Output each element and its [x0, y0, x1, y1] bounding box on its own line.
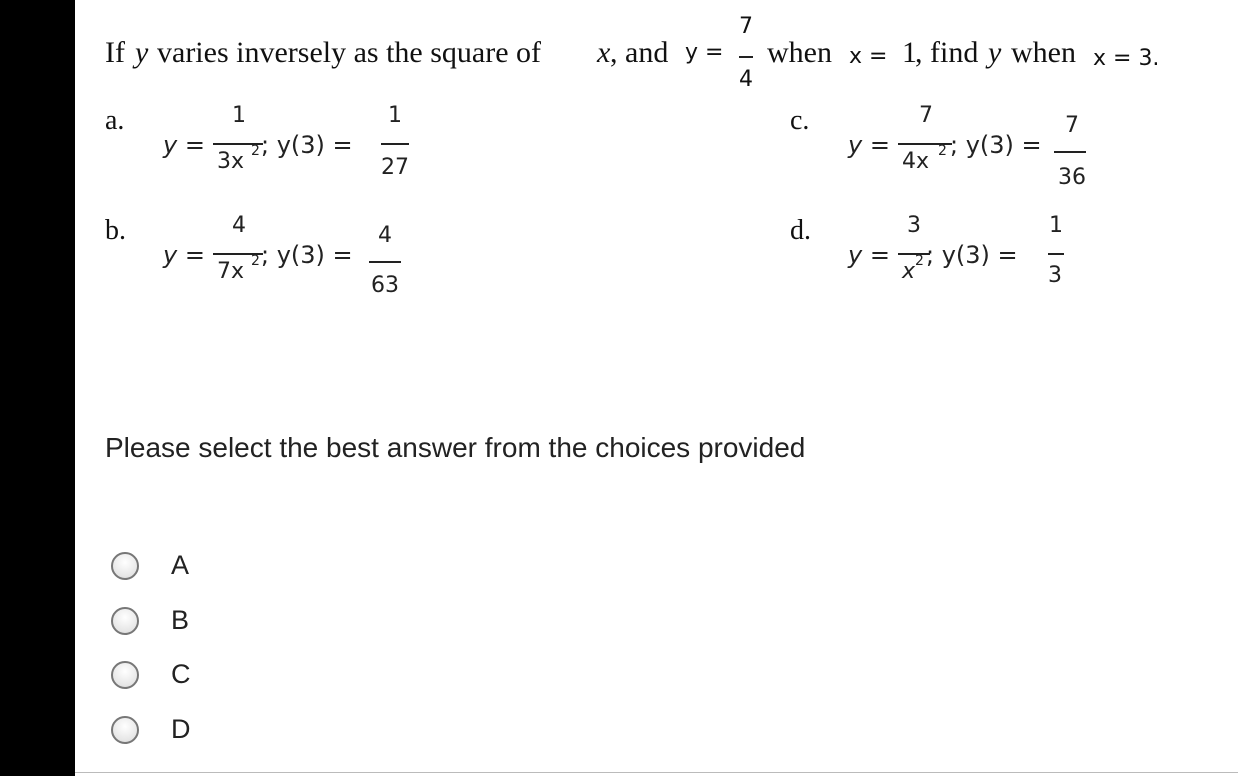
option-mid: ; y(3) = [261, 131, 353, 159]
question-text [105, 12, 1225, 92]
option-exp: 2 [915, 253, 924, 269]
bottom-divider [75, 772, 1238, 773]
option-ans-den: 3 [1048, 263, 1062, 288]
choice-d[interactable] [111, 712, 231, 752]
option-den: 4x [902, 149, 930, 174]
choice-c[interactable] [111, 657, 231, 697]
option-d [790, 215, 1238, 315]
cond-x3: x = 3. [1093, 46, 1160, 71]
given-frac-den: 4 [739, 67, 753, 92]
option-exp: 2 [251, 253, 260, 269]
option-ans-bar [1048, 253, 1064, 255]
radio-button[interactable] [111, 661, 139, 689]
option-letter: a. [105, 105, 125, 136]
option-ans-num: 4 [378, 223, 392, 248]
given-frac-bar [739, 56, 753, 58]
choice-label[interactable]: A [171, 550, 190, 580]
question-part5: , find [915, 36, 979, 69]
option-mid: ; y(3) = [261, 241, 353, 269]
question-var-y: y [135, 36, 149, 69]
given-eq-lhs: y = [685, 40, 724, 65]
instruction-text: Please select the best answer from the choices provided [105, 432, 806, 463]
option-lhs: y = [848, 241, 890, 269]
option-b [105, 215, 585, 315]
option-k: 7 [919, 103, 933, 128]
option-letter: c. [790, 105, 810, 136]
option-ans-bar [369, 261, 401, 263]
choice-label[interactable]: D [171, 714, 191, 744]
option-exp: 2 [251, 143, 260, 159]
option-lhs: y = [163, 131, 205, 159]
question-page [75, 0, 1238, 776]
choice-b[interactable] [111, 603, 231, 643]
radio-button[interactable] [111, 716, 139, 744]
option-den: 7x [217, 259, 245, 284]
option-mid: ; y(3) = [950, 131, 1042, 159]
cond-x1-val: 1 [902, 36, 917, 69]
radio-button[interactable] [111, 607, 139, 635]
question-part4: when [767, 36, 832, 69]
option-k: 3 [907, 213, 921, 238]
option-ans-den: 27 [381, 155, 409, 180]
option-ans-den: 36 [1058, 165, 1086, 190]
option-ans-den: 63 [371, 273, 399, 298]
question-var-y2: y [988, 36, 1002, 69]
option-c [790, 105, 1238, 205]
option-ans-bar [1054, 151, 1086, 153]
question-var-x: x [597, 36, 611, 69]
cond-x1: x = [849, 44, 888, 69]
choice-a[interactable] [111, 548, 231, 588]
option-ans-num: 1 [1049, 213, 1063, 238]
option-den: 3x [217, 149, 245, 174]
choice-label[interactable]: C [171, 659, 191, 689]
option-den: x [902, 259, 916, 284]
option-k: 1 [232, 103, 246, 128]
radio-button[interactable] [111, 552, 139, 580]
option-letter: b. [105, 215, 126, 246]
option-letter: d. [790, 215, 811, 246]
option-a [105, 105, 585, 205]
option-k: 4 [232, 213, 246, 238]
question-part1: If [105, 36, 125, 69]
option-exp: 2 [938, 143, 947, 159]
option-ans-num: 7 [1065, 113, 1079, 138]
question-part6: when [1011, 36, 1076, 69]
given-frac-num: 7 [739, 14, 753, 39]
question-part2: varies inversely as the square of [157, 36, 542, 69]
option-ans-bar [381, 143, 409, 145]
question-part3: , and [610, 36, 669, 69]
option-mid: ; y(3) = [926, 241, 1018, 269]
option-lhs: y = [163, 241, 205, 269]
option-ans-num: 1 [388, 103, 402, 128]
choice-label[interactable]: B [171, 605, 190, 635]
option-lhs: y = [848, 131, 890, 159]
